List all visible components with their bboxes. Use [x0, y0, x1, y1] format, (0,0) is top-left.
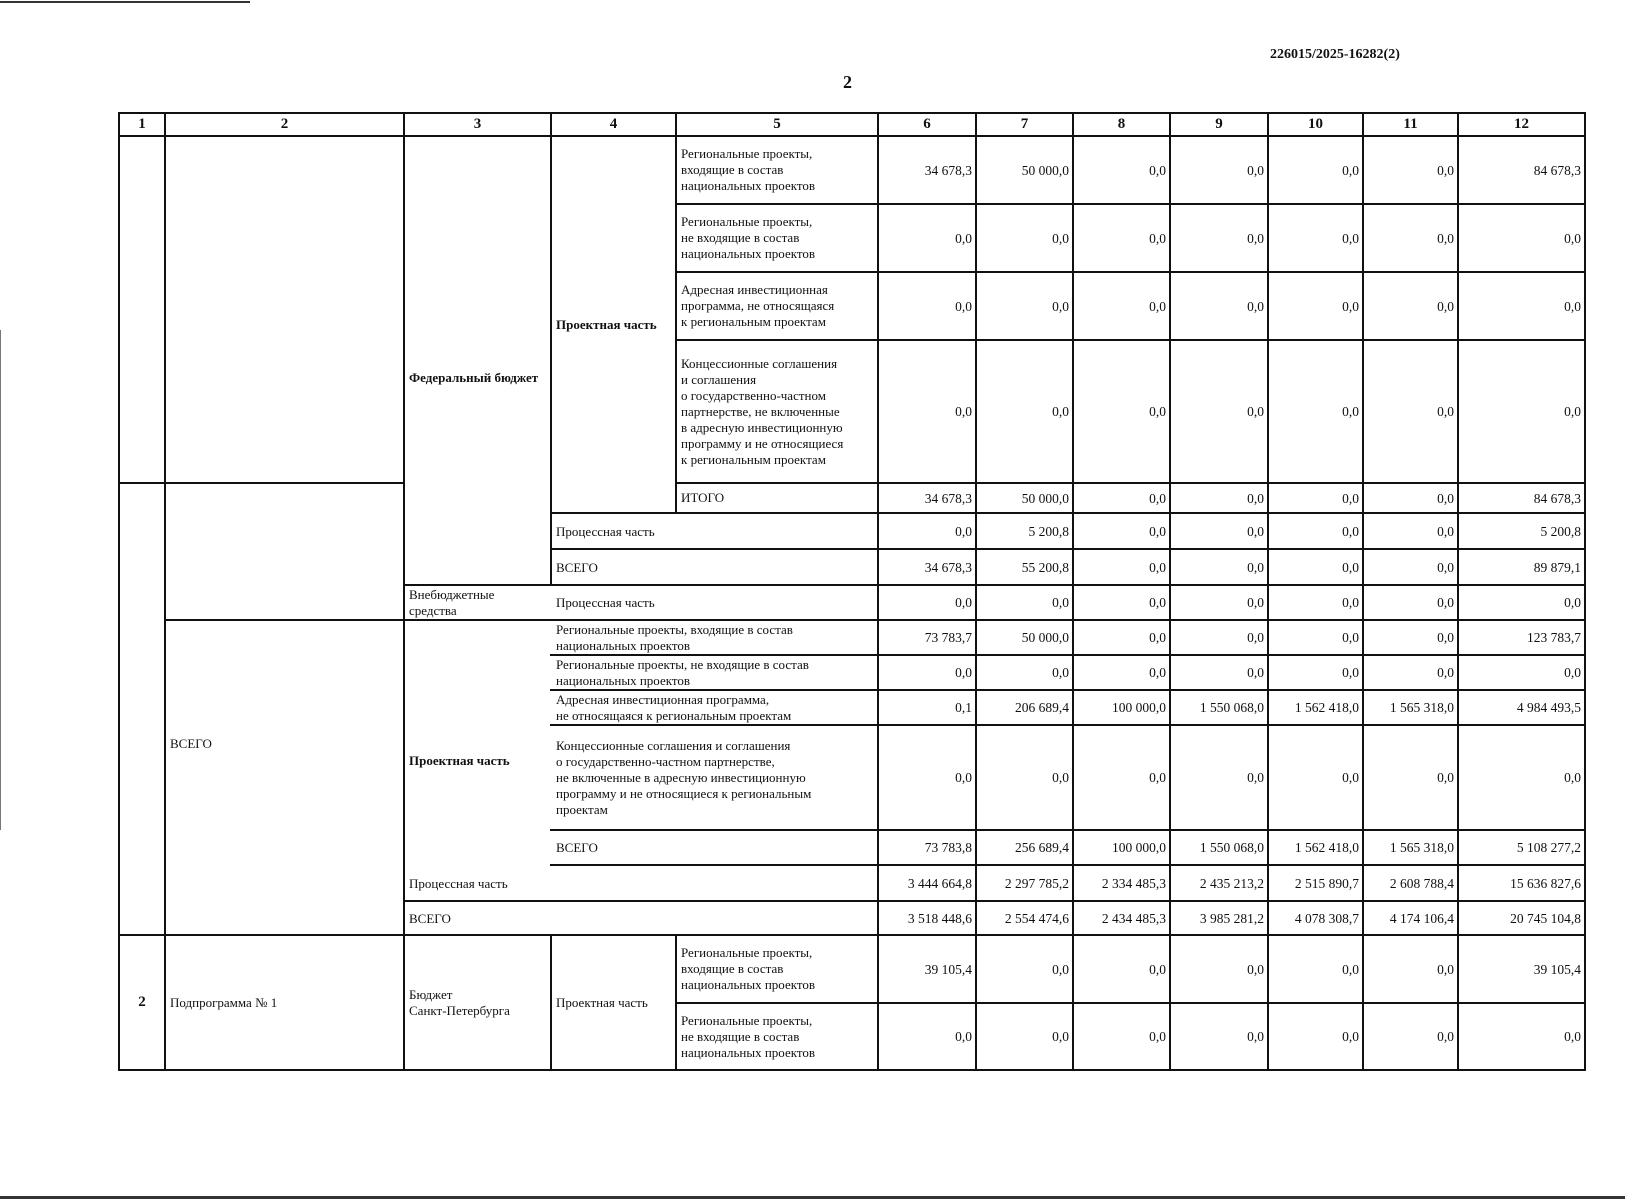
- scan-edge-line: [0, 330, 1, 830]
- value-cell: 0,0: [1437, 404, 1454, 419]
- row-label-line: проектам: [556, 801, 608, 817]
- value-cell: 256 689,4: [1015, 840, 1069, 855]
- row-label: [677, 273, 877, 339]
- value-cell: 0,0: [1564, 770, 1581, 785]
- grid-line: [675, 1002, 1586, 1004]
- value-cell: 55 200,8: [1021, 559, 1069, 575]
- value-cell: 0,0: [1149, 770, 1166, 785]
- column-header: 7: [1020, 116, 1029, 132]
- value-cell: 39 105,4: [1533, 961, 1581, 977]
- column-header: 6: [923, 116, 931, 132]
- row-label-line: не входящие в состав: [681, 1028, 800, 1044]
- grid-line: [164, 619, 405, 621]
- row-label-line: ВСЕГО: [556, 839, 598, 855]
- grid-line: [675, 203, 1586, 205]
- value-cell: 50 000,0: [1021, 630, 1069, 645]
- value-cell: 0,0: [1342, 162, 1359, 178]
- top-rule: [0, 1, 250, 3]
- grid-line: [403, 112, 405, 1071]
- spb-budget-label: [405, 936, 550, 1069]
- value-cell: 1 550 068,0: [1199, 700, 1264, 715]
- column-header: 10: [1308, 116, 1323, 132]
- value-cell: 0,0: [1437, 559, 1454, 575]
- grid-line: [164, 112, 166, 1071]
- column-header: 8: [1117, 116, 1126, 132]
- value-cell: 4 078 308,7: [1294, 910, 1359, 926]
- project-part-label: Проектная часть: [409, 752, 510, 768]
- value-cell: 2 435 213,2: [1199, 875, 1264, 891]
- value-cell: 0,0: [1149, 961, 1166, 977]
- value-cell: 0,0: [1437, 770, 1454, 785]
- value-cell: 0,0: [1149, 630, 1166, 645]
- value-cell: 2 515 890,7: [1294, 875, 1359, 891]
- value-cell: 0,0: [1149, 162, 1166, 178]
- value-cell: 50 000,0: [1021, 490, 1069, 506]
- grid-line: [118, 482, 166, 484]
- grid-line: [550, 864, 1586, 866]
- value-cell: 2 554 474,6: [1004, 910, 1069, 926]
- row-label: [677, 137, 877, 203]
- value-cell: 0,0: [1564, 665, 1581, 680]
- row-label-line: к региональным проектам: [681, 314, 826, 329]
- value-cell: 0,0: [1247, 162, 1264, 178]
- value-cell: 0,0: [955, 523, 972, 539]
- row-label-line: Адресная инвестиционная: [681, 282, 828, 297]
- row-label-line: к региональным проектам: [681, 451, 826, 467]
- extrabudgetary-label-line: Внебюджетные: [409, 586, 495, 602]
- value-cell: 0,0: [1342, 490, 1359, 506]
- value-cell: 20 745 104,8: [1510, 910, 1581, 926]
- row-label-line: входящие в состав: [681, 162, 784, 177]
- value-cell: 0,0: [1342, 630, 1359, 645]
- value-cell: 0,0: [1437, 1029, 1454, 1044]
- row-label: [677, 936, 877, 1002]
- value-cell: 2 297 785,2: [1004, 875, 1069, 891]
- value-cell: 84 678,3: [1533, 162, 1581, 178]
- value-cell: 0,0: [955, 595, 972, 610]
- value-cell: 0,0: [1149, 595, 1166, 610]
- value-cell: 5 200,8: [1540, 523, 1581, 539]
- value-cell: 4 174 106,4: [1389, 910, 1454, 926]
- value-cell: 2 608 788,4: [1389, 875, 1454, 891]
- value-cell: 0,0: [1247, 630, 1264, 645]
- row-label-line: национальных проектов: [681, 1044, 816, 1060]
- value-cell: 1 562 418,0: [1294, 700, 1359, 715]
- document-number: 226015/2025-16282(2): [1270, 47, 1400, 62]
- row-label: [552, 726, 877, 829]
- value-cell: 0,0: [1564, 230, 1581, 246]
- value-cell: 1 562 418,0: [1294, 840, 1359, 855]
- extrabudgetary-label: [405, 586, 550, 619]
- value-cell: 0,0: [1247, 230, 1264, 246]
- grid-line: [550, 934, 552, 1071]
- row-label-line: Концессионные соглашения: [681, 355, 838, 371]
- row-label-line: не включенные в адресную инвестиционную: [556, 769, 806, 785]
- row-label-line: Региональные проекты,: [681, 214, 813, 229]
- value-cell: 0,0: [1247, 404, 1264, 419]
- row-label-line: ИТОГО: [681, 490, 725, 505]
- grid-line: [403, 900, 1586, 902]
- value-cell: 0,0: [1342, 961, 1359, 977]
- value-cell: 0,0: [1247, 298, 1264, 314]
- grid-line: [550, 112, 552, 586]
- value-cell: 0,1: [955, 700, 972, 715]
- grid-line: [675, 271, 1586, 273]
- value-cell: 0,0: [1052, 230, 1069, 246]
- value-cell: 0,0: [1247, 523, 1264, 539]
- row-label-line: программа, не относящаяся: [681, 298, 835, 313]
- row-label-line: национальных проектов: [681, 246, 816, 261]
- row-label: [552, 831, 877, 864]
- value-cell: 0,0: [1342, 559, 1359, 575]
- grid-line: [1072, 112, 1074, 1071]
- grid-line: [550, 829, 1586, 831]
- spb-budget-label-line: Санкт-Петербурга: [409, 1002, 510, 1018]
- value-cell: 5 200,8: [1028, 523, 1069, 539]
- grid-line: [550, 689, 1586, 691]
- row-label-line: Адресная инвестиционная программа,: [556, 691, 770, 707]
- value-cell: 39 105,4: [924, 961, 972, 977]
- value-cell: 50 000,0: [1021, 162, 1069, 178]
- value-cell: 34 678,3: [924, 559, 972, 575]
- value-cell: 0,0: [955, 298, 972, 314]
- column-header: 4: [609, 116, 618, 132]
- value-cell: 0,0: [955, 665, 972, 680]
- value-cell: 0,0: [1247, 490, 1264, 506]
- row-label-line: Региональные проекты,: [681, 146, 813, 161]
- grid-line: [675, 934, 677, 1071]
- value-cell: 84 678,3: [1533, 490, 1581, 506]
- row-label-line: национальных проектов: [556, 672, 691, 688]
- value-cell: 2 434 485,3: [1101, 910, 1166, 926]
- value-cell: 0,0: [1052, 770, 1069, 785]
- value-cell: 123 783,7: [1527, 630, 1581, 645]
- table-bottom-border: [118, 1069, 1586, 1071]
- row-label-line: о государственно-частном: [681, 387, 826, 403]
- value-cell: 100 000,0: [1112, 700, 1166, 715]
- row-label-line: и соглашения: [681, 371, 757, 387]
- value-cell: 0,0: [1437, 630, 1454, 645]
- value-cell: 0,0: [1247, 770, 1264, 785]
- value-cell: 0,0: [955, 230, 972, 246]
- grid-line: [1169, 112, 1171, 1071]
- row-label: [552, 621, 877, 654]
- value-cell: 0,0: [1342, 665, 1359, 680]
- grid-line: [675, 112, 677, 514]
- value-cell: 0,0: [1564, 298, 1581, 314]
- value-cell: 1 565 318,0: [1389, 700, 1454, 715]
- column-header: 11: [1403, 116, 1418, 132]
- column-header: 3: [473, 116, 482, 132]
- column-header: 2: [280, 116, 289, 132]
- value-cell: 0,0: [1564, 404, 1581, 419]
- federal-budget-label: Федеральный бюджет: [409, 370, 539, 385]
- column-header: 12: [1514, 116, 1529, 132]
- grid-line: [164, 482, 405, 484]
- row-label-line: национальных проектов: [556, 637, 691, 653]
- row-label-line: программу и не относящиеся к региональным: [556, 785, 812, 801]
- grid-line: [403, 619, 1586, 621]
- grid-line: [550, 654, 1586, 656]
- row-label: [552, 656, 877, 689]
- value-cell: 0,0: [1247, 665, 1264, 680]
- value-cell: 3 518 448,6: [907, 910, 972, 926]
- process-part-label: Процессная часть: [556, 595, 655, 610]
- value-cell: 0,0: [1247, 1029, 1264, 1044]
- subprogram-top-line: [118, 934, 1586, 936]
- row-label-line: в адресную инвестиционную: [681, 419, 843, 435]
- row-label-line: партнерстве, не включенные: [681, 403, 840, 419]
- value-cell: 1 565 318,0: [1389, 840, 1454, 855]
- row-label-line: о государственно-частном партнерстве,: [556, 753, 775, 769]
- value-cell: 0,0: [1052, 665, 1069, 680]
- value-cell: 100 000,0: [1112, 840, 1166, 855]
- value-cell: 0,0: [1052, 404, 1069, 419]
- grid-line: [1457, 112, 1459, 1071]
- value-cell: 0,0: [1052, 595, 1069, 610]
- row-label: [552, 691, 877, 724]
- grid-line: [1584, 112, 1586, 1071]
- project-part-label: Проектная часть: [556, 316, 657, 332]
- value-cell: 0,0: [1149, 404, 1166, 419]
- value-cell: 0,0: [1564, 1029, 1581, 1044]
- value-cell: 1 550 068,0: [1199, 840, 1264, 855]
- grid-line: [1267, 112, 1269, 1071]
- value-cell: 0,0: [1437, 595, 1454, 610]
- value-cell: 0,0: [1149, 1029, 1166, 1044]
- value-cell: 0,0: [955, 1029, 972, 1044]
- grid-line: [550, 548, 1586, 550]
- process-part-label: Процессная часть: [409, 875, 508, 891]
- value-cell: 0,0: [1342, 523, 1359, 539]
- budget-table: [118, 112, 1586, 1099]
- value-cell: 4 984 493,5: [1516, 700, 1581, 715]
- value-cell: 0,0: [955, 770, 972, 785]
- row-label: [677, 484, 877, 512]
- grid-line: [1362, 112, 1364, 1071]
- value-cell: 0,0: [1437, 162, 1454, 178]
- value-cell: 0,0: [1437, 665, 1454, 680]
- row-label-line: Региональные проекты, входящие в состав: [556, 621, 793, 637]
- value-cell: 0,0: [1437, 490, 1454, 506]
- value-cell: 0,0: [1342, 404, 1359, 419]
- value-cell: 0,0: [1052, 298, 1069, 314]
- value-cell: 34 678,3: [924, 490, 972, 506]
- row-label-line: не относящаяся к региональным проектам: [556, 707, 792, 723]
- value-cell: 0,0: [1247, 595, 1264, 610]
- grand-total-label: ВСЕГО: [409, 910, 451, 926]
- value-cell: 206 689,4: [1015, 700, 1069, 715]
- column-header: 1: [138, 116, 146, 132]
- row-label-line: национальных проектов: [681, 178, 816, 193]
- grid-line: [975, 112, 977, 1071]
- value-cell: 0,0: [1564, 595, 1581, 610]
- value-cell: 34 678,3: [924, 162, 972, 178]
- row-label-line: Региональные проекты,: [681, 1012, 813, 1028]
- grid-line: [675, 339, 1586, 341]
- process-part-label: Процессная часть: [556, 523, 655, 539]
- extrabudgetary-label-line: средства: [409, 602, 457, 618]
- value-cell: 3 444 664,8: [907, 875, 972, 891]
- page-number: 2: [843, 72, 852, 92]
- row-label-line: не входящие в состав: [681, 230, 800, 245]
- grid-line: [675, 482, 1586, 484]
- value-cell: 0,0: [1149, 665, 1166, 680]
- value-cell: 0,0: [1149, 559, 1166, 575]
- column-header: 5: [773, 116, 781, 132]
- value-cell: 0,0: [1342, 230, 1359, 246]
- row-label-line: входящие в состав: [681, 961, 784, 976]
- row-label: [677, 1004, 877, 1069]
- value-cell: 0,0: [1437, 961, 1454, 977]
- value-cell: 0,0: [1342, 770, 1359, 785]
- value-cell: 0,0: [1247, 961, 1264, 977]
- table-top-border: [118, 112, 1586, 114]
- value-cell: 0,0: [1342, 298, 1359, 314]
- value-cell: 3 985 281,2: [1199, 910, 1264, 926]
- row-label-line: Концессионные соглашения и соглашения: [556, 737, 791, 753]
- value-cell: 73 783,8: [924, 840, 972, 855]
- header-bottom-line: [118, 135, 1586, 137]
- value-cell: 0,0: [1149, 523, 1166, 539]
- value-cell: 5 108 277,2: [1516, 840, 1581, 855]
- grid-line: [118, 112, 120, 1071]
- row-number: 2: [138, 994, 146, 1010]
- grid-line: [550, 512, 1586, 514]
- column-header: 9: [1215, 116, 1223, 132]
- value-cell: 0,0: [1247, 559, 1264, 575]
- row-label-line: программу и не относящиеся: [681, 435, 844, 451]
- bottom-rule: [0, 1196, 1625, 1199]
- row-label-line: Региональные проекты,: [681, 945, 813, 960]
- value-cell: 73 783,7: [924, 630, 972, 645]
- total-block-label: ВСЕГО: [170, 735, 212, 751]
- value-cell: 0,0: [1052, 961, 1069, 977]
- value-cell: 0,0: [955, 404, 972, 419]
- value-cell: 89 879,1: [1533, 559, 1581, 575]
- project-part-label: Проектная часть: [556, 995, 648, 1010]
- row-label-line: Региональные проекты, не входящие в состав: [556, 656, 809, 672]
- value-cell: 0,0: [1149, 230, 1166, 246]
- subprogram-name: Подпрограмма № 1: [170, 995, 278, 1010]
- value-cell: 0,0: [1437, 523, 1454, 539]
- row-label: [677, 341, 877, 482]
- grid-line: [403, 584, 1586, 586]
- total-label: ВСЕГО: [556, 559, 598, 575]
- spb-budget-label-line: Бюджет: [409, 986, 453, 1002]
- value-cell: 0,0: [1149, 298, 1166, 314]
- grid-line: [550, 724, 1586, 726]
- value-cell: 0,0: [1437, 230, 1454, 246]
- value-cell: 0,0: [1342, 595, 1359, 610]
- value-cell: 0,0: [1342, 1029, 1359, 1044]
- row-label: [677, 205, 877, 271]
- value-cell: 15 636 827,6: [1510, 875, 1581, 891]
- value-cell: 0,0: [1052, 1029, 1069, 1044]
- value-cell: 0,0: [1149, 490, 1166, 506]
- row-label-line: национальных проектов: [681, 977, 816, 992]
- value-cell: 2 334 485,3: [1101, 875, 1166, 891]
- value-cell: 0,0: [1437, 298, 1454, 314]
- grid-line: [877, 112, 879, 1071]
